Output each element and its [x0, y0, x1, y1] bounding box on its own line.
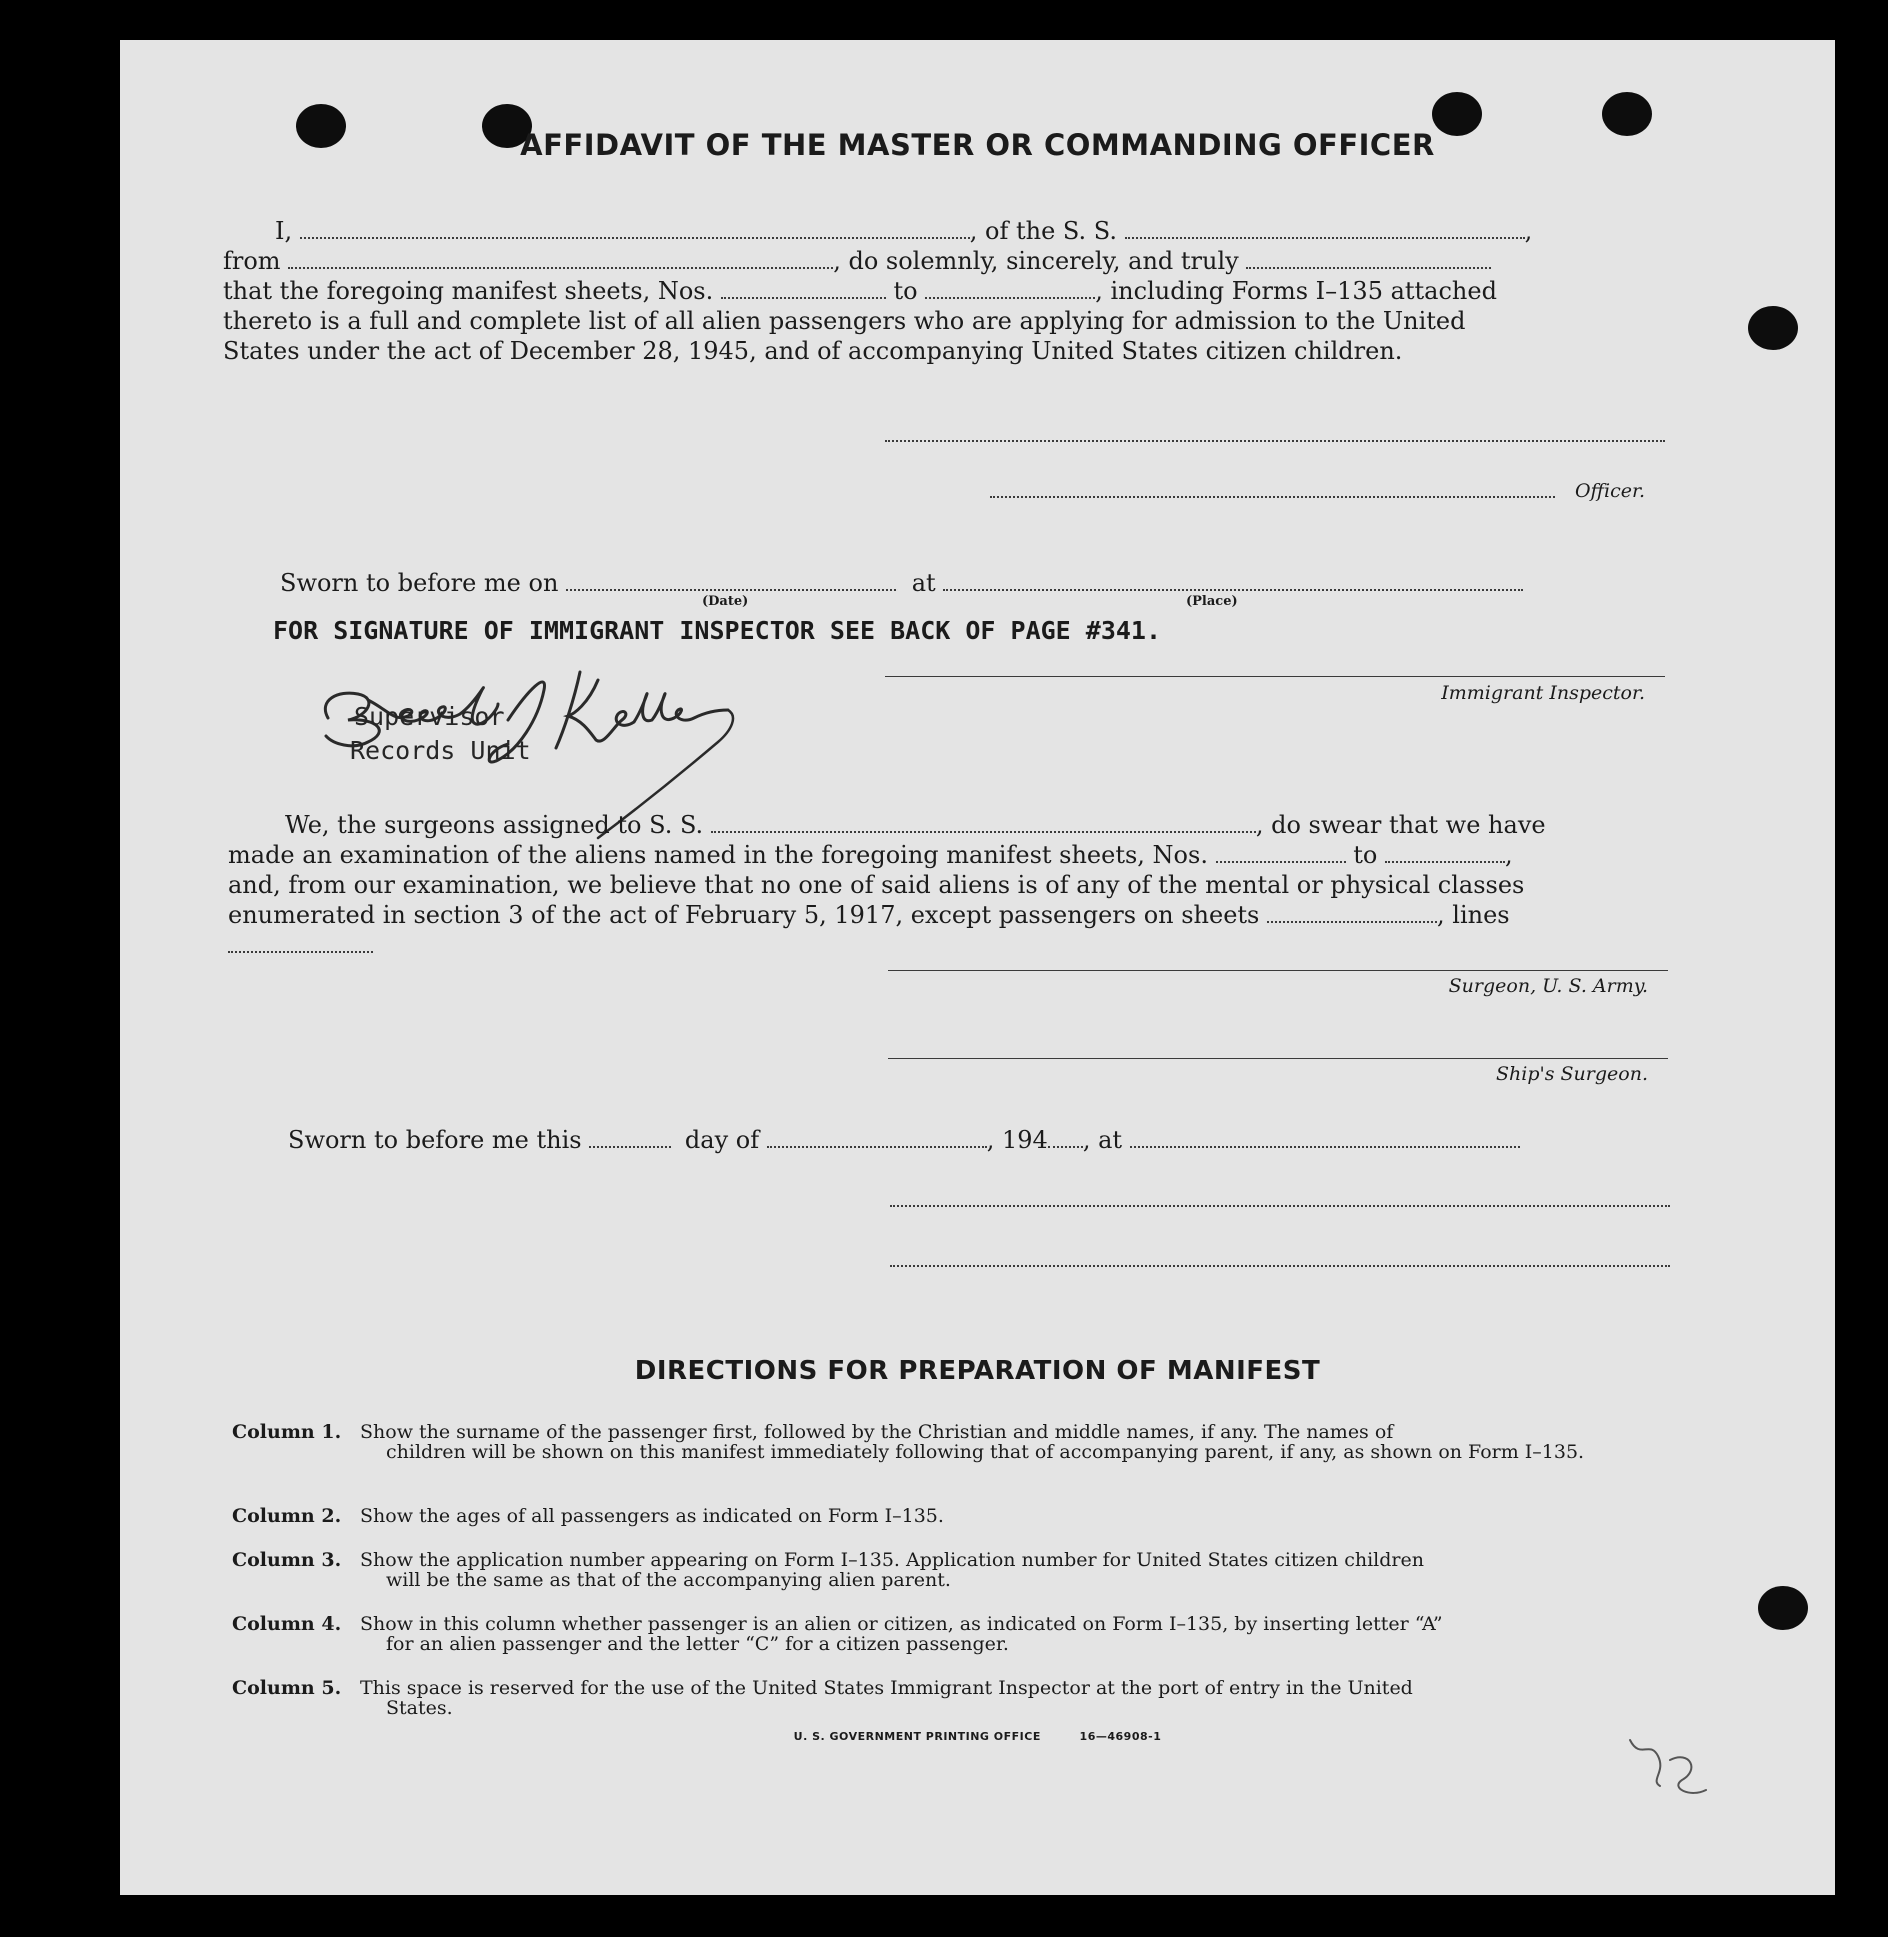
- army-surgeon-line[interactable]: [888, 970, 1668, 971]
- directions-title: DIRECTIONS FOR PREPARATION OF MANIFEST: [634, 1356, 1321, 1386]
- master-name-field[interactable]: [300, 217, 970, 239]
- column-label: Column 4.: [232, 1613, 342, 1635]
- sheet-from-field[interactable]: [721, 277, 886, 299]
- to-label: to: [893, 277, 918, 305]
- day-of-label: day of: [684, 1126, 760, 1154]
- affidavit-title: AFFIDAVIT OF THE MASTER OR COMMANDING OFFICER: [520, 128, 1435, 162]
- date-label: (Date): [702, 594, 749, 609]
- typed-note: FOR SIGNATURE OF IMMIGRANT INSPECTOR SEE BACK OF PAGE #341.: [273, 616, 1162, 645]
- column-label: Column 2.: [232, 1505, 342, 1527]
- except-sheets-field[interactable]: [1267, 901, 1437, 923]
- swear-text: , do swear that we have: [1255, 811, 1546, 839]
- affidavit-line-5: States under the act of December 28, 1945, and of accompanying United States citizen children.: [223, 337, 1403, 365]
- surgeons-paragraph: [228, 810, 1673, 960]
- sworn-this-line: [288, 1125, 1520, 1155]
- sworn-this-label: Sworn to before me this: [288, 1126, 582, 1154]
- column-label: Column 1.: [232, 1421, 342, 1443]
- from-label: from: [223, 247, 281, 275]
- day-field[interactable]: [589, 1126, 671, 1148]
- at-label: at: [911, 569, 936, 597]
- sheet-to-field[interactable]: [925, 277, 1095, 299]
- army-surgeon-label: Surgeon, U. S. Army.: [1448, 975, 1648, 997]
- sworn-date-field[interactable]: [566, 569, 896, 591]
- month-field[interactable]: [767, 1126, 987, 1148]
- from-port-field[interactable]: [288, 247, 833, 269]
- officer-label: Officer.: [1574, 480, 1645, 502]
- printing-footer: [120, 1730, 1835, 1743]
- sworn-label: Sworn to before me on: [280, 569, 559, 597]
- column-text: This space is reserved for the use of the United States Immigrant Inspector at the port of entry in the United: [360, 1677, 1413, 1699]
- footer-office: U. S. GOVERNMENT PRINTING OFFICE: [793, 1730, 1041, 1743]
- sworn-place-field[interactable]: [1130, 1126, 1520, 1148]
- column-text-cont: will be the same as that of the accompanying alien parent.: [386, 1569, 951, 1591]
- surgeons-assigned-text: We, the surgeons assigned to S. S.: [285, 811, 704, 839]
- stamp-line-1: Supervisor: [354, 702, 505, 731]
- pencil-mark: [1610, 1720, 1730, 1810]
- ss-label: , of the S. S.: [969, 217, 1117, 245]
- column-label: Column 5.: [232, 1677, 342, 1699]
- inspector-signature-line[interactable]: [885, 676, 1665, 677]
- column-text-cont: States.: [386, 1697, 453, 1719]
- affidavit-line-4: thereto is a full and complete list of all alien passengers who are applying for admission to the United: [223, 307, 1466, 335]
- comma: ,: [1504, 841, 1513, 869]
- document-page: [120, 40, 1835, 1895]
- punch-hole: [1758, 1586, 1808, 1630]
- manifest-nos-text: that the foregoing manifest sheets, Nos.: [223, 277, 714, 305]
- affidavit-i: I,: [275, 217, 293, 245]
- comma: ,: [1524, 217, 1533, 245]
- stamp-line-2: Records Unit: [350, 736, 531, 765]
- sworn-place-field[interactable]: [943, 569, 1523, 591]
- lines-label: , lines: [1437, 901, 1510, 929]
- to-label: to: [1353, 841, 1378, 869]
- column-text: Show in this column whether passenger is an alien or citizen, as indicated on Form I–135, by inserting letter “A”: [360, 1613, 1443, 1635]
- inspector-label: Immigrant Inspector.: [1441, 682, 1645, 704]
- year-label: , 194: [986, 1126, 1048, 1154]
- lines-field[interactable]: [228, 931, 373, 953]
- section-text: enumerated in section 3 of the act of February 5, 1917, except passengers on sheets: [228, 901, 1260, 929]
- at-label: , at: [1082, 1126, 1123, 1154]
- sworn-line: [280, 568, 1523, 598]
- column-label: Column 3.: [232, 1549, 342, 1571]
- officer-signature-line[interactable]: [885, 440, 1665, 442]
- column-text: Show the ages of all passengers as indicated on Form I–135.: [360, 1505, 944, 1527]
- ship-name-field[interactable]: [1125, 217, 1525, 239]
- surgeons-ship-field[interactable]: [711, 811, 1256, 833]
- officer-sign-line-2[interactable]: [890, 1265, 1670, 1267]
- direction-column-5: [232, 1678, 1672, 1718]
- column-text: Show the application number appearing on Form I–135. Application number for United States citizen children: [360, 1549, 1424, 1571]
- forms-text: , including Forms I–135 attached: [1095, 277, 1497, 305]
- direction-column-4: [232, 1614, 1672, 1654]
- direction-column-1: [232, 1422, 1672, 1462]
- surgeons-line-3: and, from our examination, we believe that no one of said aliens is of any of the mental or physical classes: [228, 871, 1525, 899]
- column-text-cont: for an alien passenger and the letter “C” for a citizen passenger.: [386, 1633, 1009, 1655]
- ships-surgeon-label: Ship's Surgeon.: [1496, 1063, 1648, 1085]
- exam-sheet-to-field[interactable]: [1385, 841, 1505, 863]
- affidavit-paragraph: [223, 216, 1668, 366]
- officer-sign-line-1[interactable]: [890, 1205, 1670, 1207]
- column-text-cont: children will be shown on this manifest immediately following that of accompanying parent, if any, as shown on Form I–135.: [386, 1441, 1585, 1463]
- examination-text: made an examination of the aliens named in the foregoing manifest sheets, Nos.: [228, 841, 1208, 869]
- oath-field[interactable]: [1246, 247, 1491, 269]
- ships-surgeon-line[interactable]: [888, 1058, 1668, 1059]
- solemnly-text: , do solemnly, sincerely, and truly: [833, 247, 1239, 275]
- year-field[interactable]: [1048, 1126, 1083, 1148]
- signature-text: Bernard J. Keller: [298, 660, 307, 661]
- place-label: (Place): [1186, 594, 1238, 609]
- exam-sheet-from-field[interactable]: [1216, 841, 1346, 863]
- direction-column-3: [232, 1550, 1672, 1590]
- punch-hole: [1748, 306, 1798, 350]
- column-text: Show the surname of the passenger first, followed by the Christian and middle names, if any. The names of: [360, 1421, 1394, 1443]
- supervisor-stamp: [350, 700, 531, 768]
- footer-code: 16—46908-1: [1079, 1730, 1162, 1743]
- direction-column-2: [232, 1506, 1672, 1526]
